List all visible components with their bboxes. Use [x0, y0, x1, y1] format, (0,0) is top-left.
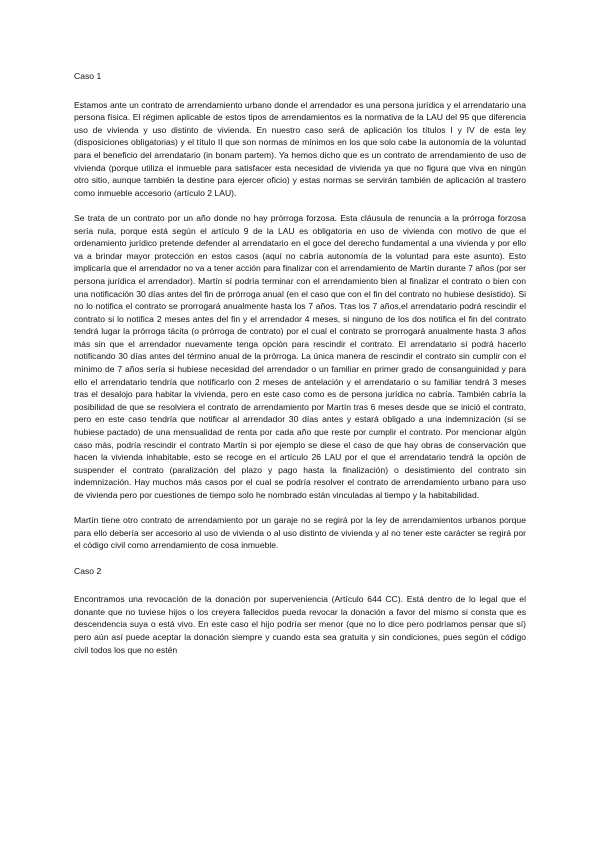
- caso-1-paragraph-2: Se trata de un contrato por un año donde no hay prórroga forzosa. Esta cláusula de renuncia a la prórroga forzosa sería nula, porque está según el artículo 9 de la LAU es obligatoria en uso de vivienda con motivo de que el ordenamiento jurídico pretende defender al arrendatario en el goce del derecho fundamental a una vivienda y por ello va a brindar mayor protección en estos casos (aquí no cabría autonomía de la voluntad para este asunto). Esto implicaría que el arrendador no va a tener acción para finalizar con el arrendamiento de Martín durante 7 años (por ser persona jurídica el arrendador). Martín sí podría terminar con el arrendamiento bien al finalizar el contrato o bien con una notificación 30 días antes del fin de prórroga anual (en el caso que con el fin del contrato no hubiese desistido). Si no lo notifica el contrato se prorrogará anualmente hasta los 7 años. Tras los 7 años,el arrendatario podrá rescindir el contrato si lo notifica 2 meses antes del fin y el arrendador 4 meses, si ninguno de los dos notifica el fin del contrato tendrá lugar la prórroga tácita (o prórroga de contrato) por el cual el contrato se prorrogará anualmente hasta 3 años más sin que el arrendador nuevamente tenga opción para rescindir el contrato. El arrendatario sí podrá hacerlo notificando 30 días antes del término anual de la prórroga. La única manera de rescindir el contrato sin cumplir con el mínimo de 7 años sería si hubiese necesidad del arrendador o un familiar en primer grado de consanguinidad y para ello el arrendatario tendría que notificarlo con 2 meses de antelación y el arrendatario o su familiar tendrá 3 meses tras el desalojo para habitar la vivienda, pero en este caso como es de persona jurídica no cabría. También cabría la posibilidad de que se resolviera el contrato de arrendamiento por Martín tras 6 meses desde que se inició el contrato, pero en este caso tendría que notificar al arrendador 30 días antes y estará obligado a una indemnización (si se hubiese pactado) de una mensualidad de renta por cada año que reste por cumplir el contrato. Por mencionar algún caso más, podría rescindir el contrato Martín si por ejemplo se diese el caso de que hay obras de conservación que hacen la vivienda inhabitable, esto se recoge en el artículo 26 LAU por el que el arrendatario tendrá la opción de suspender el contrato (paralización del plazo y pago hasta la finalización) o desistimiento del contrato sin indemnización. Hay muchos más casos por el cual se podría resolver el contrato de arrendamiento urbano para uso de vivienda pero por cuestiones de tiempo solo he nombrado están vinculadas al tiempo y la habitabilidad.: [74, 212, 526, 500]
- caso-1-paragraph-1: Estamos ante un contrato de arrendamiento urbano donde el arrendador es una persona jurídica y el arrendatario una persona física. El régimen aplicable de estos tipos de arrendamientos es la normativa de la LAU del 95 que diferencia uso de vivienda y uso distinto de vivienda. En nuestro caso será de aplicación los títulos I y IV de esta ley (disposiciones obligatorias) y el título II que son normas de mínimos en los que solo cabe la autonomía de la voluntad para el beneficio del arrendatario (in bonam partem). Ya hemos dicho que es un contrato de arrendamiento de uso de vivienda (porque utiliza el inmueble para satisfacer esta necesidad de vivienda ya que no figura que viva en ningún otro sitio, aunque también la destine para ejercer oficio) y estas normas se servirán también de aplicación al trastero como inmueble accesorio (artículo 2 LAU).: [74, 99, 526, 198]
- caso-1-heading: Caso 1: [74, 71, 102, 81]
- caso-1-paragraph-3: Martín tiene otro contrato de arrendamiento por un garaje no se regirá por la ley de arrendamientos urbanos porque para ello debería ser accesorio al uso de vivienda o al uso distinto de vivienda y al no tener este carácter se regirá por el código civil como arrendamiento de cosa inmueble.: [74, 515, 526, 551]
- document-page: [74, 70, 526, 669]
- caso-2-paragraph-1: Encontramos una revocación de la donación por superveniencia (Artículo 644 CC). Está dentro de lo legal que el donante que no tuviese hijos o los creyera fallecidos pueda revocar la donación a favor del mismo si consta que es descendencia suya o está vivo. En este caso el hijo podría ser menor (que no lo dice pero podríamos pensar que sí) pero aún así puede aceptar la donación siempre y cuando esta sea gratuita y sin condiciones, pues según el código civil todos los que no estén: [74, 594, 526, 655]
- caso-2-heading: Caso 2: [74, 565, 102, 576]
